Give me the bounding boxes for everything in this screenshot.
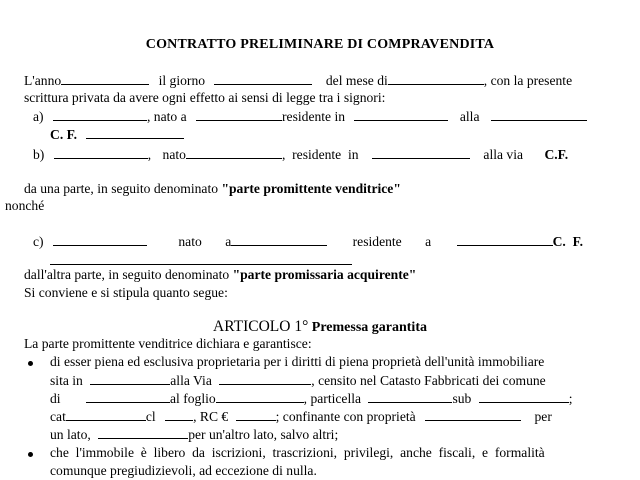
acquirente-line <box>24 267 416 283</box>
bullet1-di: di <box>50 391 61 406</box>
blank-c-extra[interactable] <box>50 252 352 265</box>
bullet1-line-5 <box>50 426 338 443</box>
bullet1-sita: sita in <box>50 373 83 388</box>
party-a-alla: alla <box>459 109 480 124</box>
blank-cat[interactable] <box>66 408 146 421</box>
party-a-residente: residente in <box>282 109 346 124</box>
blank-sub[interactable] <box>479 390 569 403</box>
bullet1-censito: , censito nel Catasto Fabbricati dei comune <box>311 373 546 388</box>
intro-giorno: il giorno <box>158 73 206 88</box>
document-title: CONTRATTO PRELIMINARE DI COMPRAVENDITA <box>145 37 495 52</box>
bullet1-line-4 <box>50 408 552 425</box>
articolo-subtitle: Premessa garantita <box>308 320 427 335</box>
blank-giorno[interactable] <box>214 72 312 85</box>
bullet1-line-3 <box>50 390 573 407</box>
bullet2-line-2: comunque pregiudizievoli, ad eccezione di nulla. <box>50 463 317 478</box>
bullet1-semicolon: ; <box>568 391 573 406</box>
party-c-residente: residente <box>352 234 402 249</box>
bullet1-un-lato: un lato, <box>50 427 91 442</box>
blank-sita[interactable] <box>90 372 170 385</box>
party-b-alla-via: alla via <box>483 147 524 162</box>
blank-a-residence[interactable] <box>354 108 448 121</box>
party-b-nato: nato <box>162 147 186 162</box>
bullet1-particella: , particella <box>303 391 362 406</box>
blank-a-name[interactable] <box>53 108 147 121</box>
venditrice-line <box>24 181 401 197</box>
blank-particella[interactable] <box>368 390 452 403</box>
bullet1-rc: , RC € <box>193 409 229 424</box>
blank-b-residence[interactable] <box>372 146 470 159</box>
blank-a-cf[interactable] <box>86 126 184 139</box>
acquirente-name: "parte promissaria acquirente" <box>232 267 417 282</box>
blank-mese[interactable] <box>388 72 484 85</box>
intro-presente: , con la presente <box>483 73 573 88</box>
party-a-line <box>33 108 587 125</box>
intro-mese: del mese di <box>325 73 388 88</box>
si-conviene: Si conviene e si stipula quanto segue: <box>24 285 228 300</box>
blank-cl[interactable] <box>165 408 193 421</box>
blank-b-birthplace[interactable] <box>186 146 282 159</box>
party-c-a2: a <box>425 234 432 249</box>
bullet1-line-2 <box>50 372 546 389</box>
blank-rc[interactable] <box>236 408 276 421</box>
articolo-heading <box>0 319 640 336</box>
bullet1-via: alla Via <box>170 373 212 388</box>
blank-c-birthplace[interactable] <box>231 233 327 246</box>
party-b-residente: , residente in <box>281 147 359 162</box>
articolo-intro: La parte promittente venditrice dichiara e garantisce: <box>24 336 312 351</box>
party-b-line <box>33 146 568 163</box>
party-c-a: a <box>225 234 232 249</box>
blank-via[interactable] <box>219 372 311 385</box>
party-c-cf: C. F. <box>552 234 584 249</box>
bullet1-cl: cl <box>145 409 156 424</box>
blank-a-birthplace[interactable] <box>196 108 282 121</box>
blank-comune[interactable] <box>86 390 170 403</box>
party-b-comma: , <box>147 147 152 162</box>
bullet1-confinante: ; confinante con proprietà <box>275 409 416 424</box>
bullet1-line-1: di esser piena ed esclusiva proprietaria per i diritti di piena proprietà dell'unità immobiliare <box>50 354 545 369</box>
venditrice-name: "parte promittente venditrice" <box>221 181 401 196</box>
party-a-label: a) <box>33 109 44 124</box>
party-a-cf: C. F. <box>50 127 78 142</box>
party-a-cf-line <box>50 126 184 143</box>
bullet1-per: per <box>534 409 552 424</box>
intro-line-1 <box>24 72 602 89</box>
blank-a-address[interactable] <box>491 108 587 121</box>
party-c-label: c) <box>33 234 44 249</box>
party-a-nato: , nato a <box>146 109 187 124</box>
intro-line-2: scrittura privata da avere ogni effetto ai sensi di legge tra i signori: <box>24 90 386 105</box>
intro-anno: L'anno <box>24 73 62 88</box>
blank-c-name[interactable] <box>53 233 147 246</box>
nonche: nonché <box>5 198 45 213</box>
party-c-nato: nato <box>178 234 202 249</box>
bullet-icon <box>28 452 33 457</box>
blank-un-lato[interactable] <box>98 426 188 439</box>
party-b-label: b) <box>33 147 45 162</box>
bullet2-line-1: che l'immobile è libero da iscrizioni, trascrizioni, privilegi, anche fiscali, e formalità <box>50 445 545 460</box>
bullet1-cat: cat <box>50 409 66 424</box>
venditrice-prefix: da una parte, in seguito denominato <box>24 181 222 196</box>
bullet1-foglio: al foglio <box>169 391 216 406</box>
blank-b-name[interactable] <box>54 146 148 159</box>
bullet1-sub: sub <box>452 391 472 406</box>
blank-c-residence[interactable] <box>457 233 553 246</box>
bullet1-altro-lato: per un'altro lato, salvo altri; <box>188 427 339 442</box>
acquirente-prefix: dall'altra parte, in seguito denominato <box>24 267 233 282</box>
blank-confinante[interactable] <box>425 408 521 421</box>
bullet-icon <box>28 361 33 366</box>
blank-anno[interactable] <box>61 72 149 85</box>
articolo-label: ARTICOLO 1° <box>213 318 309 335</box>
party-b-cf: C.F. <box>544 147 569 162</box>
blank-foglio[interactable] <box>216 390 304 403</box>
party-c-line <box>33 233 583 250</box>
